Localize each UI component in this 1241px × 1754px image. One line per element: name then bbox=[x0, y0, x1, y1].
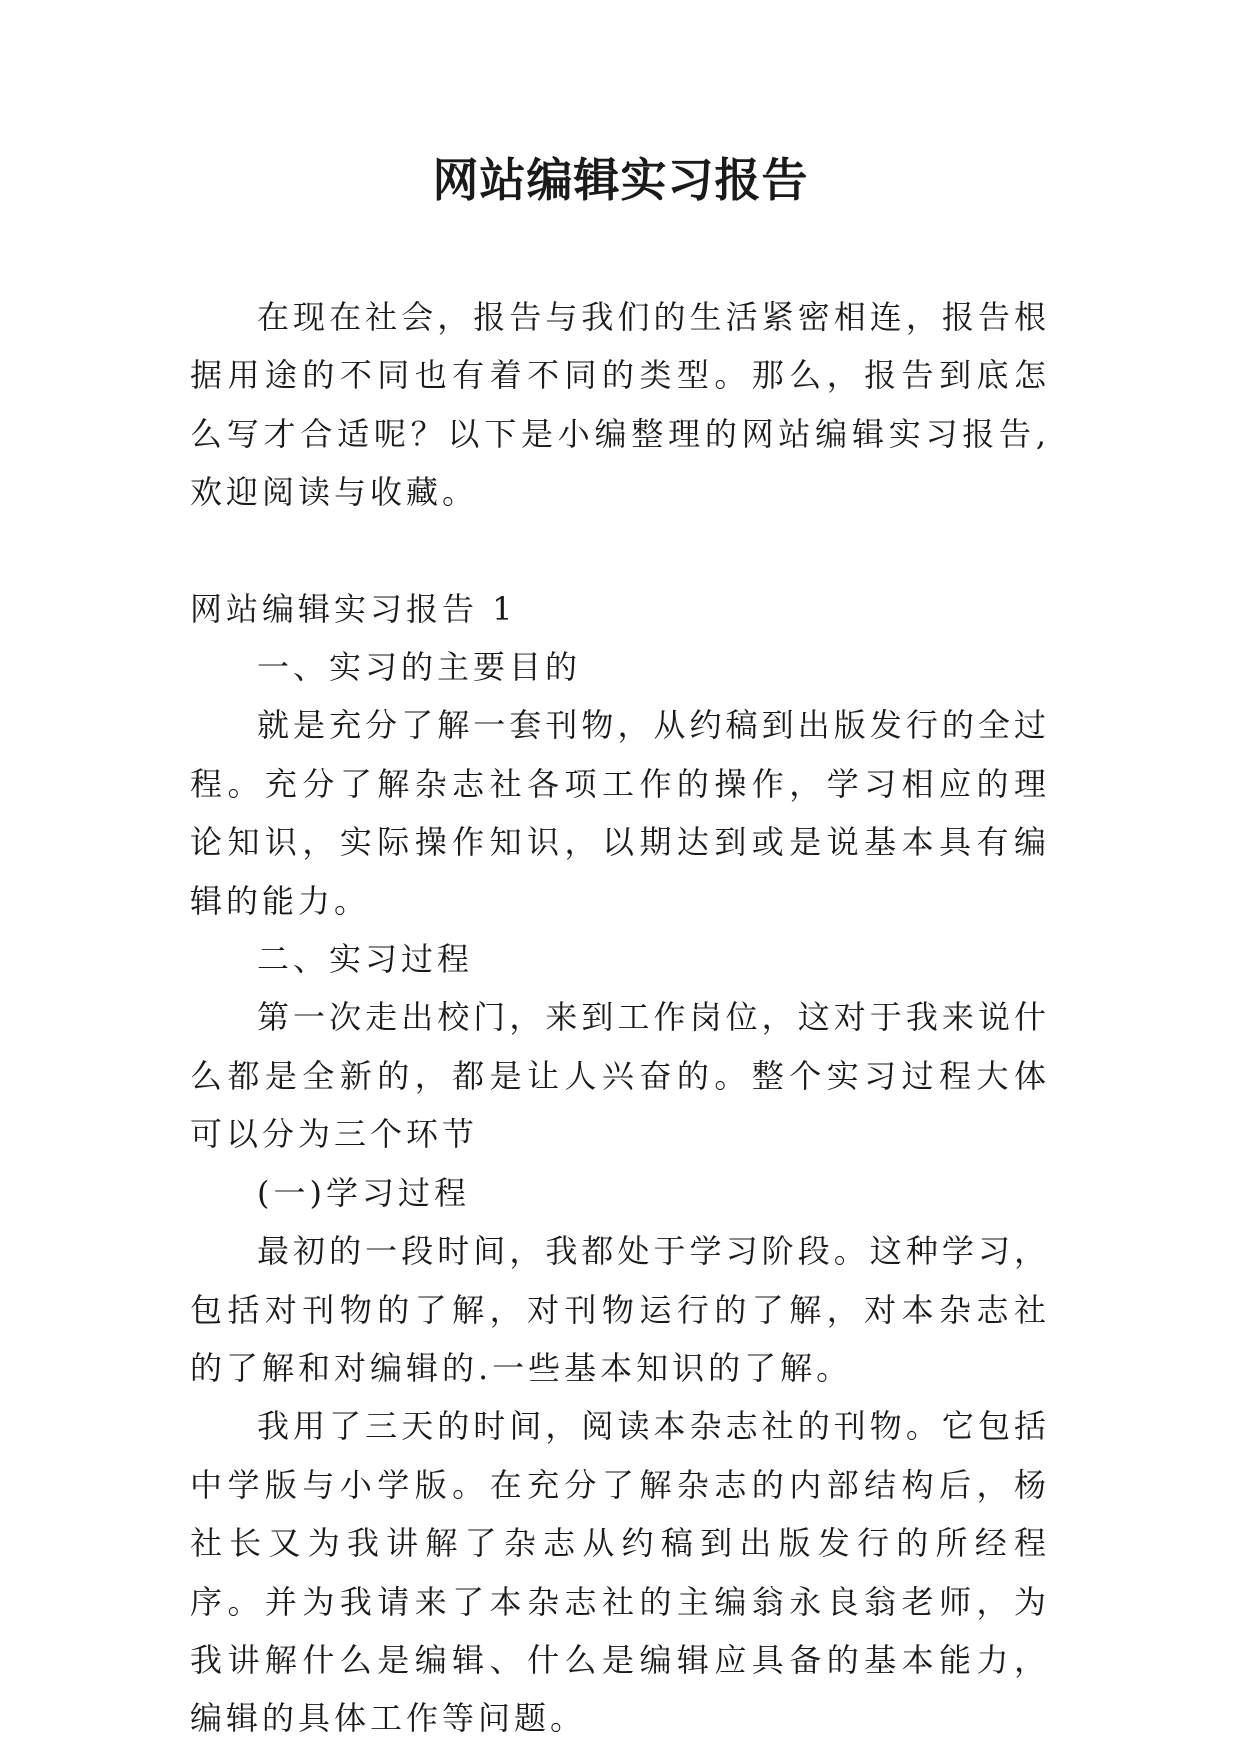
paragraph-purpose: 就是充分了解一套刊物，从约稿到出版发行的全过程。充分了解杂志社各项工作的操作，学习相应的理论知识，实际操作知识，以期达到或是说基本具有编辑的能力。 bbox=[190, 706, 1050, 920]
heading-purpose: 一、实习的主要目的 bbox=[257, 648, 582, 687]
subheading-learning: (一)学习过程 bbox=[257, 1173, 470, 1212]
document-body bbox=[190, 288, 1050, 1748]
paragraph-learning: 最初的一段时间，我都处于学习阶段。这种学习，包括对刊物的了解，对刊物运行的了解，对本杂志社的了解和对编辑的.一些基本知识的了解。 bbox=[190, 1232, 1050, 1387]
paragraph-process: 第一次走出校门，来到工作岗位，这对于我来说什么都是全新的，都是让人兴奋的。整个实习过程大体可以分为三个环节 bbox=[190, 998, 1050, 1154]
document-title: 网站编辑实习报告 bbox=[432, 153, 809, 207]
section-title: 网站编辑实习报告 1 bbox=[190, 589, 517, 628]
paragraph-reading: 我用了三天的时间，阅读本杂志社的刊物。它包括中学版与小学版。在充分了解杂志的内部结构后，杨社长又为我讲解了杂志从约稿到出版发行的所经程序。并为我请来了本杂志社的主编翁永良翁老师，为我讲解什么是编辑、什么是编辑应具备的基本能力，编辑的具体工作等问题。 bbox=[190, 1407, 1050, 1738]
heading-process: 二、实习过程 bbox=[257, 940, 474, 979]
intro-paragraph: 在现在社会，报告与我们的生活紧密相连，报告根据用途的不同也有着不同的类型。那么，报告到底怎么写才合适呢？以下是小编整理的网站编辑实习报告,欢迎阅读与收藏。 bbox=[190, 298, 1050, 512]
